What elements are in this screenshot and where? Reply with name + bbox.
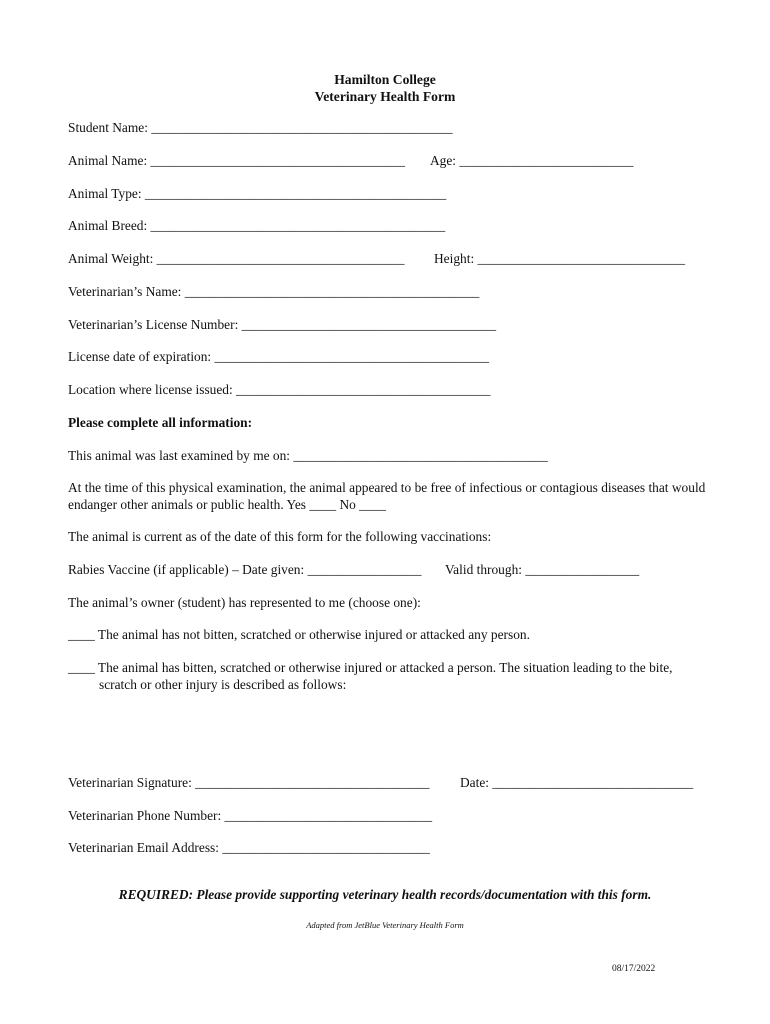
- form-title: [0, 71, 770, 105]
- license-location-field[interactable]: Location where license issued: ______________________________________: [68, 382, 491, 397]
- license-expiration-field[interactable]: License date of expiration: _________________________________________: [68, 349, 490, 364]
- option-not-bitten[interactable]: ____ The animal has not bitten, scratched or otherwise injured or attacked any person.: [68, 627, 530, 642]
- age-field[interactable]: Age: __________________________: [430, 153, 634, 168]
- vet-email-field[interactable]: Veterinarian Email Address: _______________________________: [68, 840, 430, 855]
- college-name: Hamilton College: [334, 72, 436, 87]
- section-heading: Please complete all information:: [68, 415, 253, 430]
- vet-signature-field[interactable]: Veterinarian Signature: ___________________________________: [68, 775, 430, 790]
- animal-breed-field[interactable]: Animal Breed: ____________________________________________: [68, 218, 446, 233]
- rabies-date-field[interactable]: Rabies Vaccine (if applicable) – Date given: _________________: [68, 562, 422, 577]
- last-examined-field[interactable]: This animal was last examined by me on: ______________________________________: [68, 448, 548, 463]
- form-name: Veterinary Health Form: [314, 89, 456, 104]
- form-date: 08/17/2022: [612, 964, 656, 974]
- valid-through-field[interactable]: Valid through: _________________: [445, 562, 640, 577]
- adapted-note: Adapted from JetBlue Veterinary Health Form: [306, 920, 464, 930]
- vet-name-field[interactable]: Veterinarian’s Name: ____________________________________________: [68, 284, 480, 299]
- owner-statement: The animal’s owner (student) has represented to me (choose one):: [68, 595, 421, 610]
- height-field[interactable]: Height: _______________________________: [434, 251, 686, 266]
- student-name-field[interactable]: Student Name: _____________________________________________: [68, 120, 453, 135]
- required-notice: REQUIRED: Please provide supporting veterinary health records/documentation with this form.: [118, 887, 652, 902]
- vet-phone-field[interactable]: Veterinarian Phone Number: _______________________________: [68, 808, 433, 823]
- vaccination-intro: The animal is current as of the date of this form for the following vaccinations:: [68, 529, 492, 544]
- license-number-field[interactable]: Veterinarian’s License Number: ______________________________________: [68, 317, 497, 332]
- signature-date-field[interactable]: Date: ______________________________: [460, 775, 694, 790]
- exam-statement[interactable]: At the time of this physical examination, the animal appeared to be free of infectious or contagious diseases that would endanger other animals or public health. Yes ____ No ____: [68, 480, 706, 512]
- animal-weight-field[interactable]: Animal Weight: _____________________________________: [68, 251, 405, 266]
- option-bitten[interactable]: ____ The animal has bitten, scratched or otherwise injured or attacked a person. The situation leading to the bite, scratch or other injury is described as follows:: [68, 660, 673, 692]
- animal-type-field[interactable]: Animal Type: _____________________________________________: [68, 186, 447, 201]
- animal-name-field[interactable]: Animal Name: ______________________________________: [68, 153, 405, 168]
